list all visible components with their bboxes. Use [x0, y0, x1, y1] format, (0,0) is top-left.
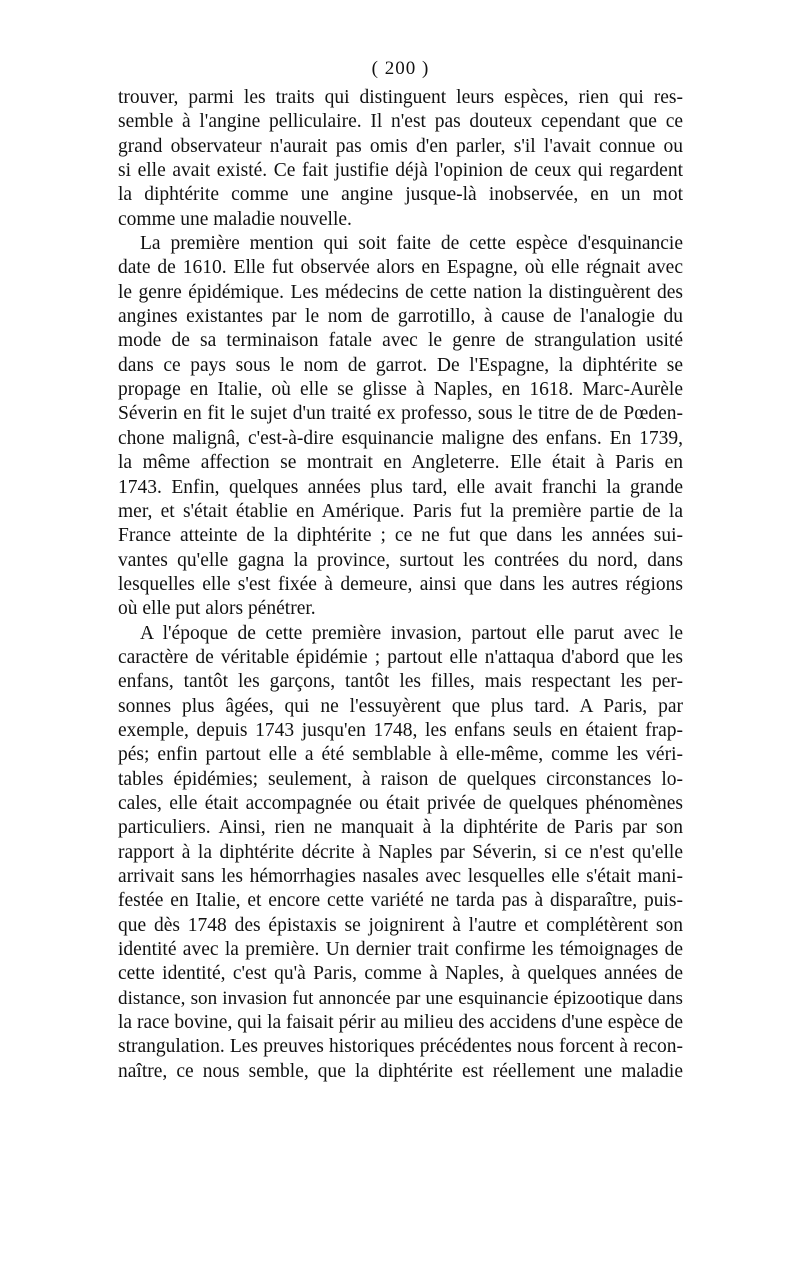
text-line: semble à l'angine pelliculaire. Il n'est pas douteux cependant que ce: [118, 111, 683, 133]
text-line: cette identité, c'est qu'à Paris, comme à Naples, à quelques années de: [118, 963, 683, 985]
text-line: naître, ce nous semble, que la diphtérite est réellement une maladie: [118, 1060, 683, 1082]
text-line: la même affection se montrait en Angleterre. Elle était à Paris en: [118, 452, 683, 474]
text-line: grand observateur n'aurait pas omis d'en parler, s'il l'avait connue ou: [118, 135, 683, 157]
text-line: caractère de véritable épidémie ; partout elle n'attaqua d'abord que les: [118, 646, 683, 668]
text-line: enfans, tantôt les garçons, tantôt les filles, mais respectant les per-: [118, 671, 683, 693]
text-line: comme une maladie nouvelle.: [118, 208, 352, 230]
text-line: que dès 1748 des épistaxis se joignirent à l'autre et complétèrent son: [118, 914, 683, 936]
text-line: dans ce pays sous le nom de garrot. De l'Espagne, la diphtérite se: [118, 354, 683, 376]
text-line: date de 1610. Elle fut observée alors en Espagne, où elle régnait avec: [118, 257, 683, 279]
text-line: angines existantes par le nom de garrotillo, à cause de l'analogie du: [118, 306, 683, 328]
text-line: la diphtérite comme une angine jusque-là inobservée, en un mot: [118, 184, 683, 206]
text-line: identité avec la première. Un dernier trait confirme les témoignages de: [118, 939, 683, 961]
text-line: cales, elle était accompagnée ou était privée de quelques phénomènes: [118, 792, 683, 814]
text-line: exemple, depuis 1743 jusqu'en 1748, les enfans seuls en étaient frap-: [118, 719, 683, 741]
text-line: lesquelles elle s'est fixée à demeure, ainsi que dans les autres régions: [118, 573, 683, 595]
text-line: 1743. Enfin, quelques années plus tard, elle avait franchi la grande: [118, 476, 683, 498]
page-number: ( 200 ): [371, 58, 430, 79]
text-line: où elle put alors pénétrer.: [118, 598, 316, 620]
text-line: tables épidémies; seulement, à raison de quelques circonstances lo-: [118, 768, 683, 790]
book-page: [118, 56, 683, 1084]
text-line: chone malignâ, c'est-à-dire esquinancie maligne des enfans. En 1739,: [118, 427, 683, 449]
text-line: si elle avait existé. Ce fait justifie déjà l'opinion de ceux qui regardent: [118, 160, 683, 182]
text-line: vantes qu'elle gagna la province, surtout les contrées du nord, dans: [118, 549, 683, 571]
text-line: sonnes plus âgées, qui ne l'essuyèrent que plus tard. A Paris, par: [118, 695, 683, 717]
body-text: [118, 86, 683, 1084]
text-line: le genre épidémique. Les médecins de cette nation la distinguèrent des: [118, 281, 683, 303]
text-line: strangulation. Les preuves historiques précédentes nous forcent à recon-: [118, 1036, 683, 1058]
text-line: A l'époque de cette première invasion, partout elle parut avec le: [140, 622, 683, 644]
text-line: festée en Italie, et encore cette variété ne tarda pas à disparaître, puis-: [118, 890, 683, 912]
text-line: trouver, parmi les traits qui distinguent leurs espèces, rien qui res-: [118, 87, 683, 108]
text-line: propage en Italie, où elle se glisse à Naples, en 1618. Marc-Aurèle: [118, 379, 683, 401]
text-line: rapport à la diphtérite décrite à Naples par Séverin, si ce n'est qu'elle: [118, 841, 683, 863]
text-line: France atteinte de la diphtérite ; ce ne fut que dans les années sui-: [118, 525, 683, 547]
text-line: mer, et s'était établie en Amérique. Paris fut la première partie de la: [118, 500, 683, 522]
text-line: mode de sa terminaison fatale avec le genre de strangulation usité: [118, 330, 683, 352]
text-line: Séverin en fit le sujet d'un traité ex professo, sous le titre de de Pœden-: [118, 403, 683, 425]
text-line: particuliers. Ainsi, rien ne manquait à la diphtérite de Paris par son: [118, 817, 683, 839]
text-line: pés; enfin partout elle a été semblable à elle-même, comme les véri-: [118, 744, 683, 766]
text-line: arrivait sans les hémorrhagies nasales avec lesquelles elle s'était mani-: [118, 866, 683, 887]
text-line: distance, son invasion fut annoncée par une esquinancie épizootique dans: [118, 987, 683, 1009]
text-line: la race bovine, qui la faisait périr au milieu des accidens d'une espèce de: [118, 1012, 683, 1034]
text-line: La première mention qui soit faite de cette espèce d'esquinancie: [140, 233, 683, 255]
